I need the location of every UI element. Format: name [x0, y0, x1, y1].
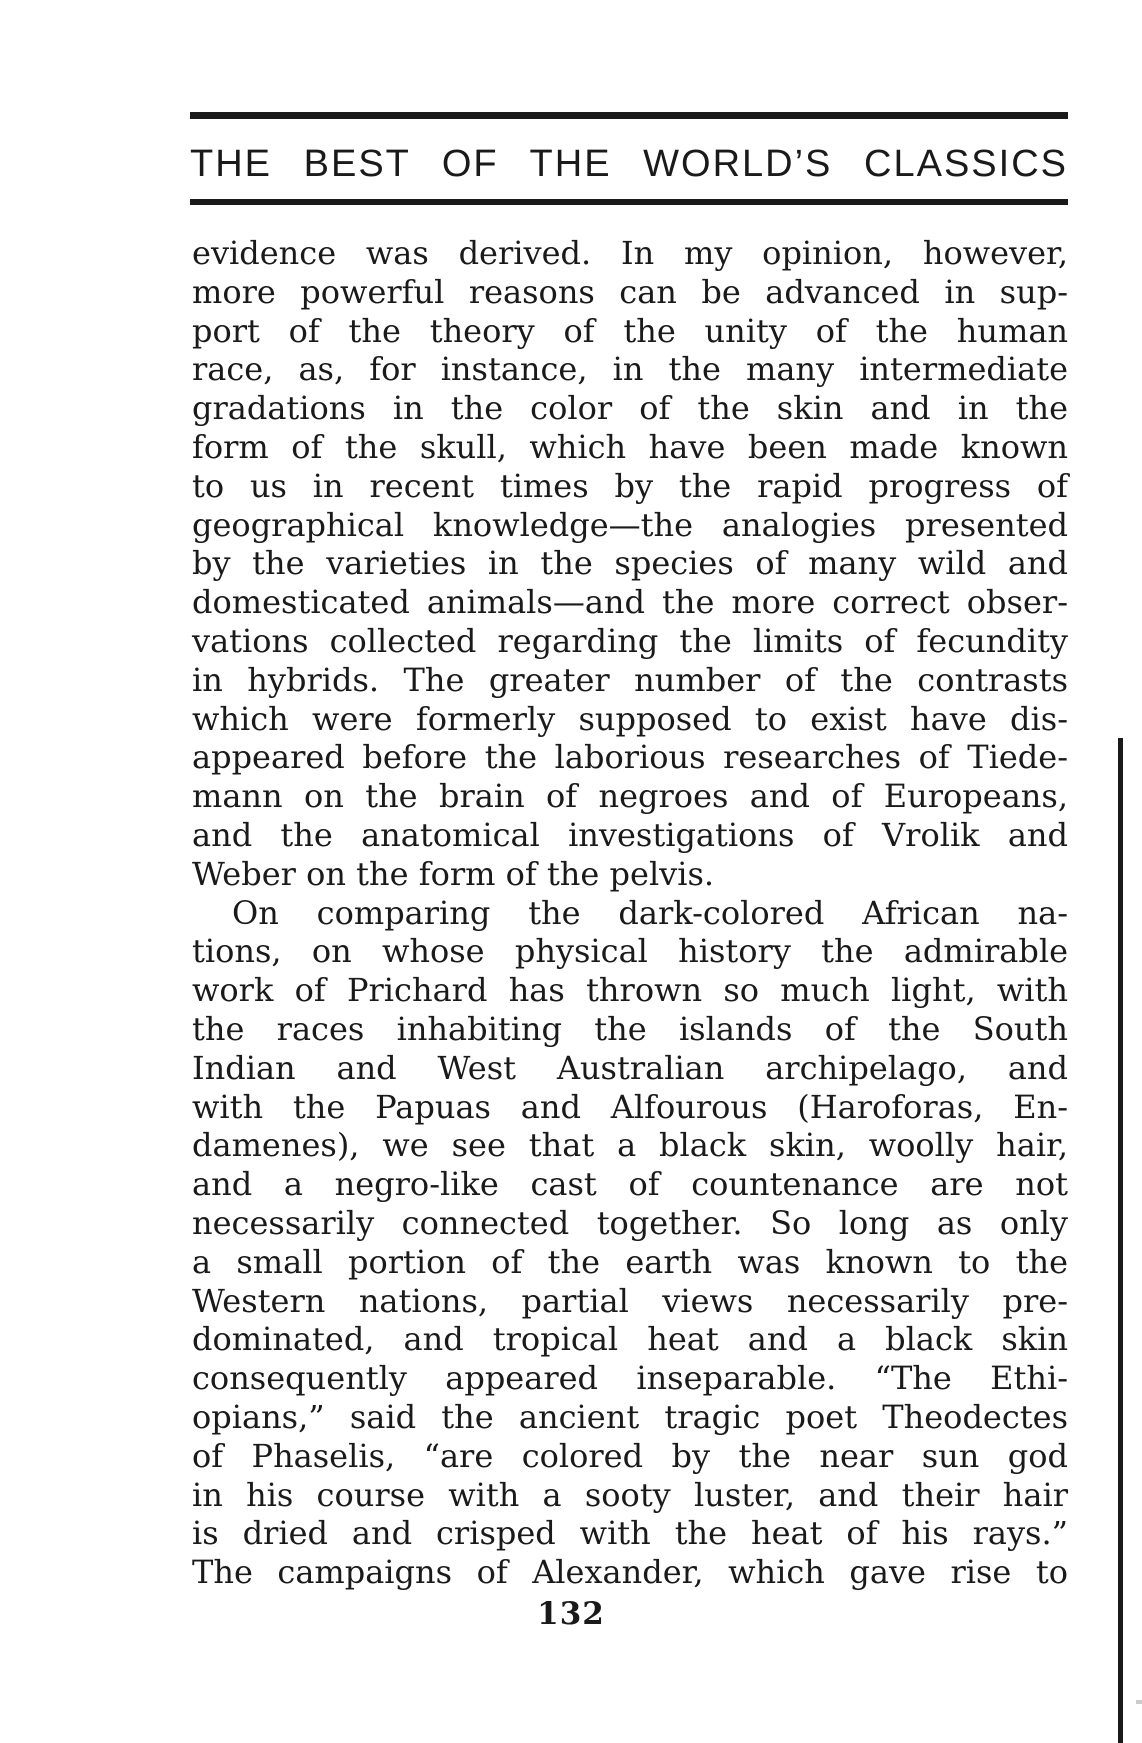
text-line: vations collected regarding the limits of fecundity [192, 621, 1068, 660]
text-line: and the anatomical investigations of Vrolik and [192, 815, 1068, 854]
page-number: 132 [537, 1596, 605, 1632]
text-line: The campaigns of Alexander, which gave rise to [192, 1553, 1068, 1592]
text-line: dominated, and tropical heat and a black skin [192, 1320, 1068, 1359]
text-line: geographical knowledge—the analogies presented [192, 505, 1068, 544]
text-line: tions, on whose physical history the admirable [192, 932, 1068, 971]
text-line: with the Papuas and Alfourous (Haroforas, En- [192, 1087, 1068, 1126]
text-line: appeared before the laborious researches of Tiede- [192, 738, 1068, 777]
text-line: a small portion of the earth was known to the [192, 1242, 1068, 1281]
header-rule-top [190, 112, 1068, 119]
text-line: domesticated animals—and the more correct obser- [192, 583, 1068, 622]
text-line: of Phaselis, “are colored by the near sun god [192, 1436, 1068, 1475]
body-text [192, 234, 1068, 1592]
text-line: port of the theory of the unity of the human [192, 311, 1068, 350]
text-line: opians,” said the ancient tragic poet Theodectes [192, 1397, 1068, 1436]
text-line: by the varieties in the species of many wild and [192, 544, 1068, 583]
text-line: form of the skull, which have been made known [192, 427, 1068, 466]
header-rule-bottom [190, 199, 1068, 205]
text-line: to us in recent times by the rapid progress of [192, 466, 1068, 505]
text-line: damenes), we see that a black skin, woolly hair, [192, 1126, 1068, 1165]
text-line: which were formerly supposed to exist have dis- [192, 699, 1068, 738]
text-line: consequently appeared inseparable. “The Ethi- [192, 1359, 1068, 1398]
text-line: more powerful reasons can be advanced in sup- [192, 272, 1068, 311]
text-line: race, as, for instance, in the many intermediate [192, 350, 1068, 389]
text-line: Western nations, partial views necessarily pre- [192, 1281, 1068, 1320]
text-line: necessarily connected together. So long as only [192, 1203, 1068, 1242]
scan-speck [1136, 1700, 1142, 1704]
text-line: Weber on the form of the pelvis. [192, 854, 715, 893]
text-line: the races inhabiting the islands of the South [192, 1009, 1068, 1048]
text-line: in his course with a sooty luster, and their hair [192, 1475, 1068, 1514]
page-edge-shadow [1118, 738, 1123, 1743]
text-line: and a negro-like cast of countenance are not [192, 1165, 1068, 1204]
text-line: mann on the brain of negroes and of Europeans, [192, 777, 1068, 816]
text-line: in hybrids. The greater number of the contrasts [192, 660, 1068, 699]
text-line: is dried and crisped with the heat of his rays.” [192, 1514, 1068, 1553]
text-line: work of Prichard has thrown so much light, with [192, 971, 1068, 1010]
text-line: gradations in the color of the skin and in the [192, 389, 1068, 428]
running-head: THE BEST OF THE WORLD’S CLASSICS [190, 143, 1068, 185]
text-line: On comparing the dark-colored African na- [232, 893, 1068, 932]
text-line: evidence was derived. In my opinion, however, [192, 234, 1068, 272]
text-line: Indian and West Australian archipelago, and [192, 1048, 1068, 1087]
